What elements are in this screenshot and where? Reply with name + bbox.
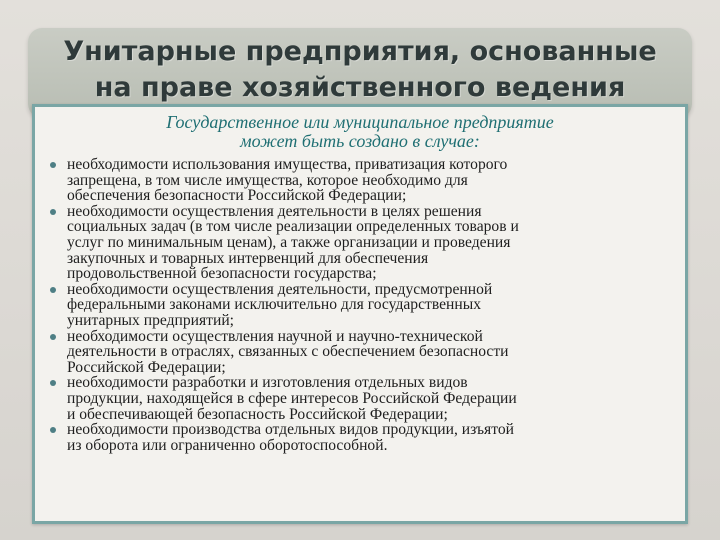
list-item [48,282,688,329]
list-item [48,375,688,422]
item-line: необходимости производства отдельных видов продукции, изъятой [67,421,514,439]
item-line: унитарных предприятий; [67,311,235,329]
list-item [48,422,688,453]
lead-text [44,113,676,151]
title-line-2: на праве хозяйственного ведения [94,72,626,103]
title-line-1: Унитарные предприятия, основанные [63,36,657,67]
bullet-icon [50,380,56,386]
item-line: продукции, находящейся в сфере интересов Российской Федерации [67,389,517,407]
list-item [48,204,688,282]
item-line: и обеспечивающей безопасность Российской Федерации; [67,405,448,423]
lead-line-1: Государственное или муниципальное предприятие [166,112,554,132]
item-line: необходимости осуществления деятельности, предусмотренной [67,280,493,298]
item-line: необходимости использования имущества, приватизация которого [67,156,508,173]
bullet-icon [50,209,56,215]
item-line: Российской Федерации; [67,358,226,376]
item-line: деятельности в отраслях, связанных с обеспечением безопасности [67,343,509,361]
item-line: закупочных и товарных интервенций для обеспечения [67,249,429,267]
item-line: социальных задач (в том числе реализации определенных товаров и [67,218,519,236]
item-line: федеральными законами исключительно для государственных [67,296,481,314]
list-item [48,157,688,204]
item-line: необходимости разработки и изготовления отдельных видов [67,374,468,392]
bullet-icon [50,287,56,293]
bullet-icon [50,334,56,340]
item-line: услуг по минимальным ценам), а также организации и проведения [67,233,511,251]
item-line: запрещена, в том числе имущества, которое необходимо для [67,171,468,189]
item-line: необходимости осуществления деятельности в целях решения [67,202,482,220]
item-line: обеспечения безопасности Российской Федерации; [67,187,407,205]
lead-line-2: может быть создано в случае: [240,131,480,151]
item-line: продовольственной безопасности государства; [67,265,377,283]
item-line: из оборота или ограниченно оборотоспособной. [67,436,388,454]
bullet-icon [50,162,56,168]
conditions-list [48,157,688,453]
list-item [48,329,688,376]
bullet-icon [50,427,56,433]
item-line: необходимости осуществления научной и научно-технической [67,327,483,345]
slide-title [28,34,692,106]
